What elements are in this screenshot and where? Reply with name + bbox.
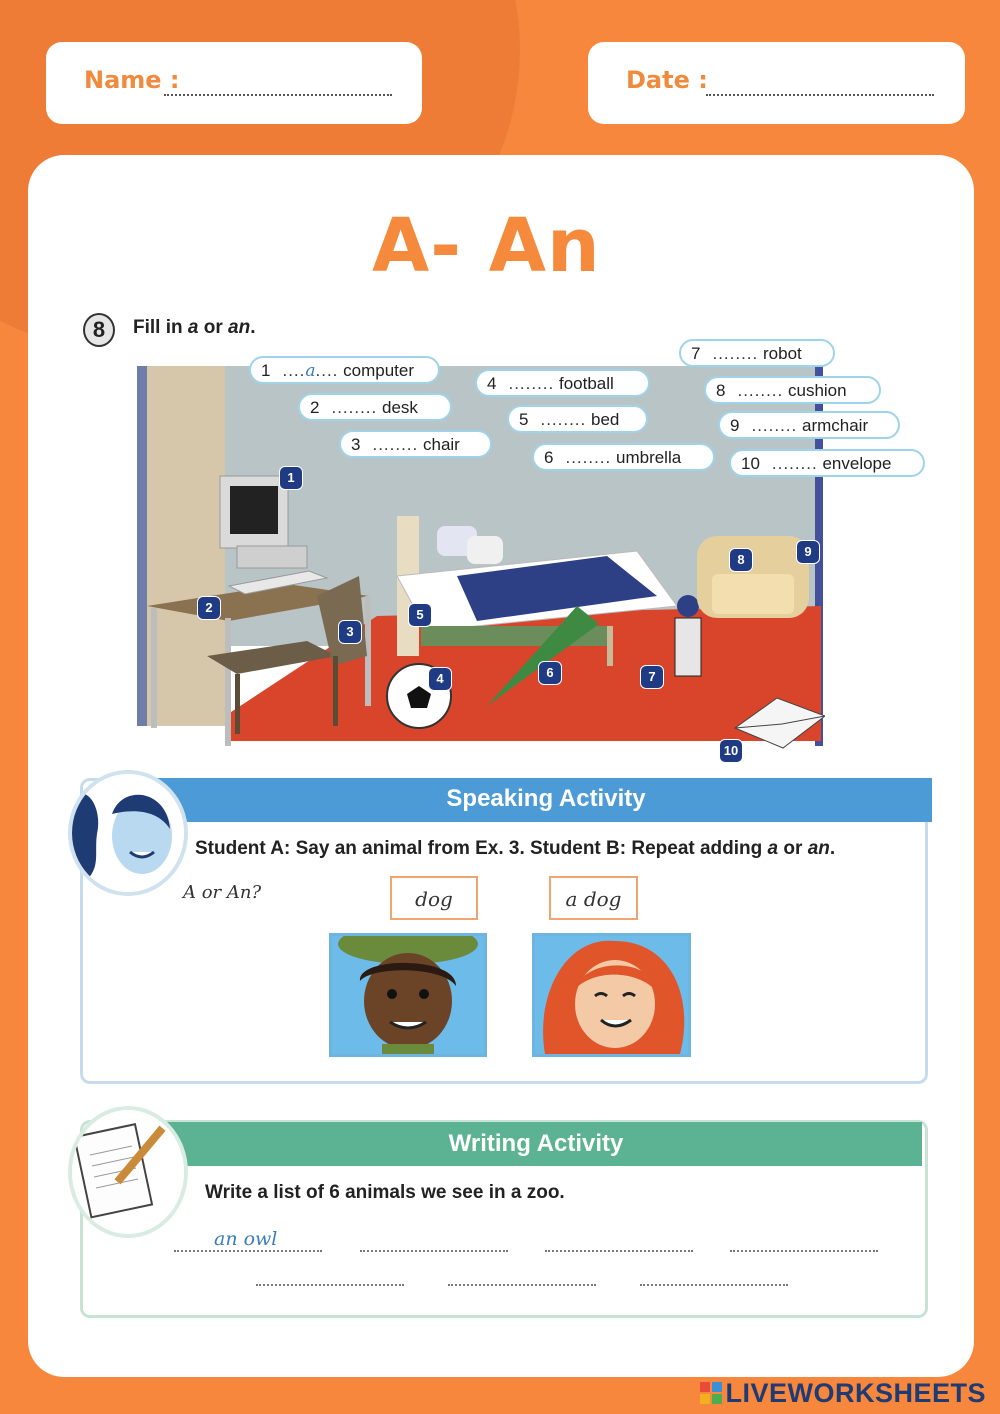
item-2[interactable]: 2 ........ desk [298, 393, 452, 421]
marker-1: 1 [279, 466, 303, 490]
marker-3: 3 [338, 620, 362, 644]
marker-6: 6 [538, 661, 562, 685]
speaking-instruction: Student A: Say an animal from Ex. 3. Student B: Repeat adding a or an. [195, 838, 836, 859]
item-4[interactable]: 4 ........ football [475, 369, 650, 397]
liveworksheets-icon [700, 1380, 722, 1402]
speaking-activity-panel [80, 778, 928, 1084]
liveworksheets-logo: LIVEWORKSHEETS [700, 1378, 986, 1409]
writing-instruction: Write a list of 6 animals we see in a zoo. [205, 1182, 565, 1203]
writing-example: an owl [214, 1228, 278, 1250]
page-title: A- An [372, 203, 601, 289]
answer-line-6[interactable] [448, 1284, 596, 1286]
speaking-activity-title: Speaking Activity [150, 778, 932, 822]
answer-line-4[interactable] [730, 1250, 878, 1252]
marker-8: 8 [729, 548, 753, 572]
answer-line-7[interactable] [640, 1284, 788, 1286]
writing-activity-title: Writing Activity [150, 1122, 922, 1166]
exercise-number: 8 [83, 313, 115, 347]
item-7[interactable]: 7 ........ robot [679, 339, 835, 367]
marker-4: 4 [428, 667, 452, 691]
marker-10: 10 [719, 739, 743, 763]
item-1[interactable]: 1 ....a.... computer [249, 356, 440, 384]
name-label: Name : [84, 66, 180, 94]
item-9[interactable]: 9 ........ armchair [718, 411, 900, 439]
speaking-prompt: A or An? [183, 882, 262, 903]
name-field[interactable] [164, 94, 392, 96]
speech-bubble-1: dog [390, 876, 478, 920]
date-label: Date : [626, 66, 708, 94]
answer-line-5[interactable] [256, 1284, 404, 1286]
marker-2: 2 [197, 596, 221, 620]
boy-picture [329, 933, 487, 1057]
answer-1: a [305, 361, 316, 381]
answer-line-2[interactable] [360, 1250, 508, 1252]
name-box [46, 42, 422, 124]
date-field[interactable] [706, 94, 934, 96]
marker-7: 7 [640, 665, 664, 689]
speech-bubble-2: a dog [549, 876, 638, 920]
notepad-pencil-icon [68, 1106, 188, 1238]
answer-line-1[interactable] [174, 1250, 322, 1252]
marker-9: 9 [796, 540, 820, 564]
item-6[interactable]: 6 ........ umbrella [532, 443, 715, 471]
girl-picture [532, 933, 691, 1057]
item-5[interactable]: 5 ........ bed [507, 405, 648, 433]
item-3[interactable]: 3 ........ chair [339, 430, 492, 458]
exercise-instruction: Fill in a or an. [133, 317, 256, 338]
item-8[interactable]: 8 ........ cushion [704, 376, 881, 404]
date-box [588, 42, 965, 124]
answer-line-3[interactable] [545, 1250, 693, 1252]
marker-5: 5 [408, 603, 432, 627]
item-10[interactable]: 10 ........ envelope [729, 449, 925, 477]
speaking-icon [68, 770, 188, 896]
